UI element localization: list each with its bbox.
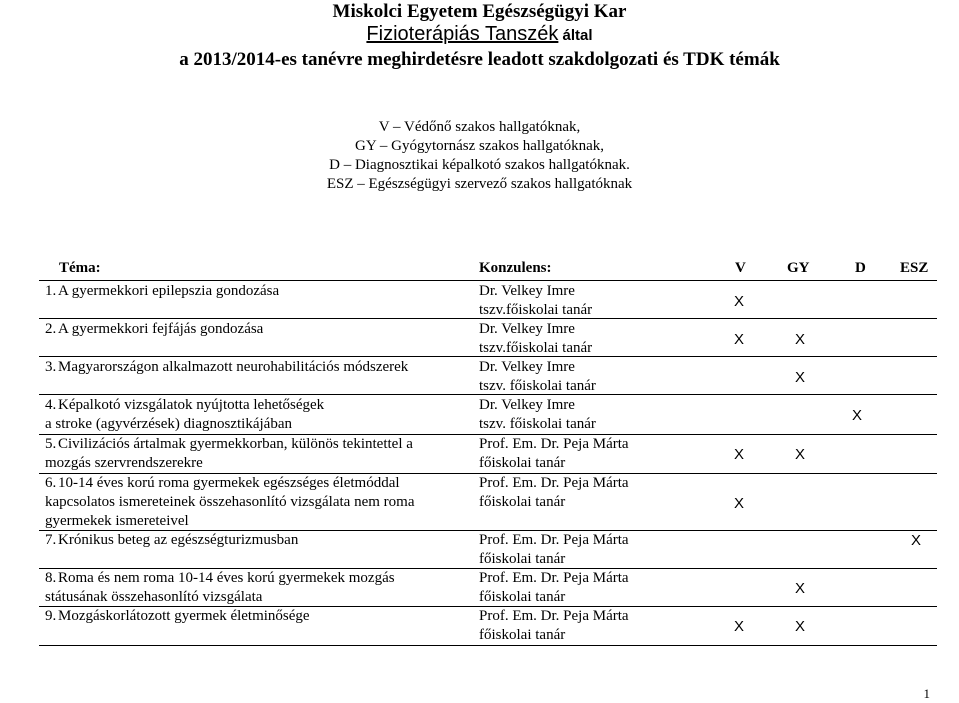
mark-v: X xyxy=(734,446,745,463)
row-advisor-name: Prof. Em. Dr. Peja Márta xyxy=(479,436,629,452)
row-topic-line: a stroke (agyvérzések) diagnosztikájában xyxy=(45,416,292,432)
specialization-legend xyxy=(0,118,959,194)
row-topic-line: státusának összehasonlító vizsgálata xyxy=(45,589,263,605)
row-number: 6. xyxy=(45,475,57,491)
header-d: D xyxy=(855,260,866,276)
row-topic-line: mozgás szervrendszerekre xyxy=(45,455,203,471)
legend-item-gy: GY – Gyógytornász szakos hallgatóknak, xyxy=(355,138,604,154)
row-topic-line: Civilizációs ártalmak gyermekkorban, különös tekintettel a xyxy=(58,436,413,452)
row-topic: Magyarországon alkalmazott neurohabilitációs módszerek xyxy=(58,359,409,375)
header-topic: Téma: xyxy=(59,260,101,276)
row-topic-line: kapcsolatos ismereteinek összehasonlító vizsgálata nem roma xyxy=(45,494,415,510)
mark-v: X xyxy=(734,293,745,310)
row-topic: Krónikus beteg az egészségturizmusban xyxy=(58,532,299,548)
faculty-title: Miskolci Egyetem Egészségügyi Kar xyxy=(332,1,627,22)
row-advisor-title: főiskolai tanár xyxy=(479,551,566,567)
row-advisor-title: főiskolai tanár xyxy=(479,589,566,605)
row-advisor-name: Prof. Em. Dr. Peja Márta xyxy=(479,532,629,548)
legend-item-v: V – Védőnő szakos hallgatóknak, xyxy=(378,119,581,135)
legend-item-esz: ESZ – Egészségügyi szervező szakos hallgatóknak xyxy=(326,176,633,192)
row-topic: A gyermekkori epilepszia gondozása xyxy=(58,283,280,299)
row-advisor-name: Prof. Em. Dr. Peja Márta xyxy=(479,570,629,586)
row-number: 7. xyxy=(45,532,57,548)
row-advisor-title: főiskolai tanár xyxy=(479,455,566,471)
mark-gy: X xyxy=(795,369,806,386)
row-topic-line: Roma és nem roma 10-14 éves korú gyermekek mozgás xyxy=(58,570,395,586)
department-line xyxy=(0,23,959,47)
mark-esz: X xyxy=(911,532,922,549)
table-rule xyxy=(39,645,937,646)
mark-v: X xyxy=(734,618,745,635)
row-advisor-name: Prof. Em. Dr. Peja Márta xyxy=(479,608,629,624)
header-gy: GY xyxy=(787,260,810,276)
row-number: 4. xyxy=(45,397,57,413)
row-number: 2. xyxy=(45,321,57,337)
row-number: 9. xyxy=(45,608,57,624)
mark-v: X xyxy=(734,495,745,512)
mark-gy: X xyxy=(795,580,806,597)
mark-gy: X xyxy=(795,331,806,348)
row-topic-line: gyermekek ismereteivel xyxy=(45,513,189,529)
row-advisor-title: főiskolai tanár xyxy=(479,494,566,510)
row-topic: A gyermekkori fejfájás gondozása xyxy=(58,321,264,337)
header-advisor: Konzulens: xyxy=(479,260,552,276)
row-number: 3. xyxy=(45,359,57,375)
row-number: 1. xyxy=(45,283,57,299)
row-advisor-name: Dr. Velkey Imre xyxy=(479,283,575,299)
document-subtitle: a 2013/2014-es tanévre meghirdetésre leadott szakdolgozati és TDK témák xyxy=(179,49,780,70)
page-number: 1 xyxy=(923,686,930,701)
mark-gy: X xyxy=(795,446,806,463)
row-number: 8. xyxy=(45,570,57,586)
row-advisor-name: Dr. Velkey Imre xyxy=(479,359,575,375)
table-header-row xyxy=(0,260,959,280)
row-advisor-name: Dr. Velkey Imre xyxy=(479,321,575,337)
legend-item-d: D – Diagnosztikai képalkotó szakos hallgatóknak. xyxy=(329,157,630,173)
row-advisor-title: tszv.főiskolai tanár xyxy=(479,302,593,318)
row-topic-line: Képalkotó vizsgálatok nyújtotta lehetőségek xyxy=(58,397,325,413)
mark-gy: X xyxy=(795,618,806,635)
row-advisor-title: tszv.főiskolai tanár xyxy=(479,340,593,356)
mark-d: X xyxy=(852,407,863,424)
department-by: által xyxy=(558,27,593,44)
row-advisor-title: tszv. főiskolai tanár xyxy=(479,416,596,432)
row-number: 5. xyxy=(45,436,57,452)
row-advisor-name: Dr. Velkey Imre xyxy=(479,397,575,413)
header-esz: ESZ xyxy=(900,260,929,276)
row-topic: Mozgáskorlátozott gyermek életminősége xyxy=(58,608,310,624)
row-advisor-name: Prof. Em. Dr. Peja Márta xyxy=(479,475,629,491)
department-name: Fizioterápiás Tanszék xyxy=(366,23,559,45)
row-topic-line: 10-14 éves korú roma gyermekek egészséges életmóddal xyxy=(58,475,400,491)
row-advisor-title: főiskolai tanár xyxy=(479,627,566,643)
mark-v: X xyxy=(734,331,745,348)
table-rule xyxy=(39,280,937,281)
header-v: V xyxy=(735,260,746,276)
row-advisor-title: tszv. főiskolai tanár xyxy=(479,378,596,394)
